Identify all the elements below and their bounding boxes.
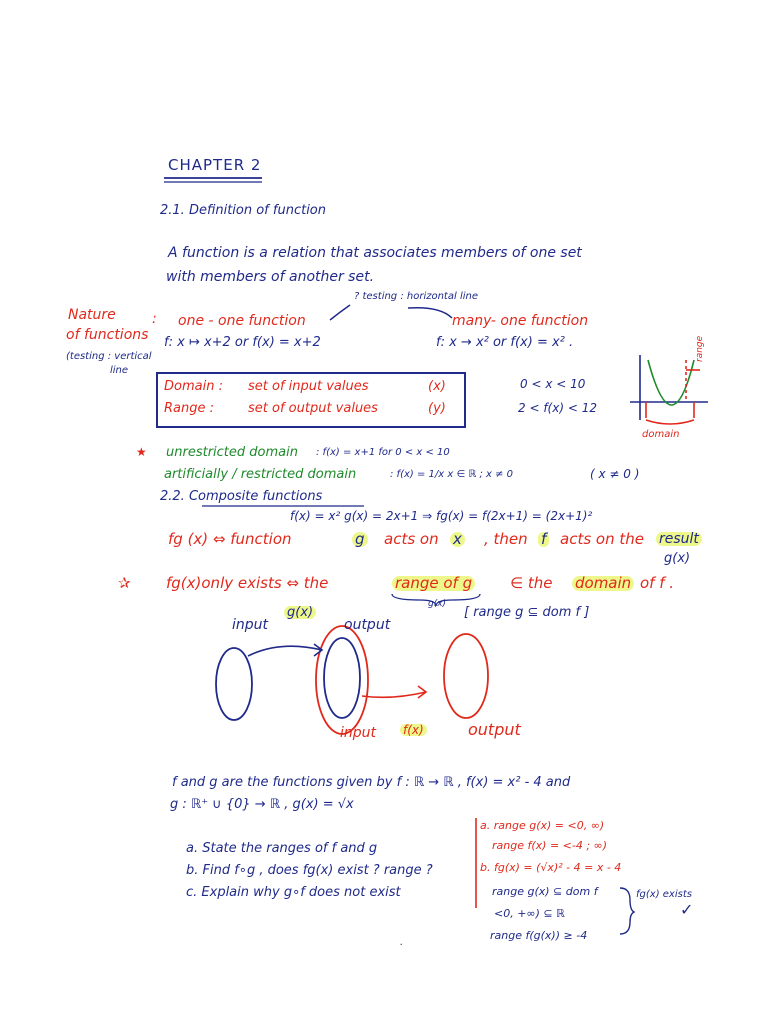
checkmark-icon: ✓ bbox=[680, 900, 694, 919]
testing-horizontal: ? testing : horizontal line bbox=[354, 291, 478, 302]
diagram-input-2: input bbox=[340, 725, 377, 741]
answer-line4: range g(x) ⊆ dom f bbox=[492, 885, 598, 898]
graph-domain-label: domain bbox=[642, 429, 680, 440]
section2-heading: 2.2. Composite functions bbox=[160, 489, 323, 504]
star-icon: ★ bbox=[136, 445, 147, 459]
domain-desc: set of input values bbox=[248, 379, 369, 394]
nature-colon: : bbox=[152, 311, 157, 327]
testing-vertical-1: (testing : vertical bbox=[66, 351, 152, 362]
composite-example: f(x) = x² g(x) = 2x+1 ⇒ fg(x) = f(2x+1) = (2x+1)² bbox=[290, 509, 593, 523]
answer-line2: range f(x) = <-4 ; ∞) bbox=[492, 839, 607, 852]
parabola-curve bbox=[648, 360, 694, 405]
fg-g: g bbox=[352, 532, 368, 547]
range-label: Range : bbox=[164, 401, 215, 416]
domain-var: (x) bbox=[428, 379, 446, 394]
answer-line5: <0, +∞) ⊆ ℝ bbox=[494, 907, 565, 920]
fg-line-c: , then bbox=[484, 530, 528, 548]
many-one-example: f: x → x² or f(x) = x² . bbox=[436, 335, 574, 350]
brace-gx: g(x) bbox=[428, 599, 447, 609]
exists-a: fg(x)only exists ⇔ the bbox=[166, 574, 329, 592]
middle-set-ellipse bbox=[324, 638, 360, 718]
fg-line-a: fg (x) ⇔ function bbox=[168, 530, 292, 548]
problem-line1: f and g are the functions given by f : ℝ → ℝ , f(x) = x² - 4 and bbox=[172, 775, 571, 790]
problem-line2: g : ℝ⁺ ∪ {0} → ℝ , g(x) = √x bbox=[170, 797, 354, 812]
x-bounds: 0 < x < 10 bbox=[520, 377, 586, 391]
answer-side-note: fg(x) exists bbox=[636, 889, 692, 900]
fg-f: f bbox=[538, 532, 549, 547]
many-one-title: many- one function bbox=[452, 313, 589, 329]
arrow-to-many-one bbox=[408, 308, 452, 318]
nature-label-1: Nature bbox=[68, 307, 116, 323]
question-a: a. State the ranges of f and g bbox=[186, 841, 378, 856]
chapter-title: CHAPTER 2 bbox=[168, 156, 262, 174]
domain-label: Domain : bbox=[164, 379, 223, 394]
answer-brace bbox=[620, 888, 634, 934]
input-set-ellipse bbox=[216, 648, 252, 720]
unrestricted-example: : f(x) = x+1 for 0 < x < 10 bbox=[316, 447, 450, 458]
fg-line-b: acts on bbox=[384, 530, 439, 548]
definition-line2: with members of another set. bbox=[166, 269, 375, 285]
restricted-example: : f(x) = 1/x x ∈ ℝ ; x ≠ 0 bbox=[390, 469, 514, 480]
diagram-output-2: output bbox=[468, 720, 521, 739]
footer-dot: . bbox=[400, 937, 404, 948]
fg-line-d: acts on the bbox=[560, 530, 644, 548]
definition-line1: A function is a relation that associates members of one set bbox=[168, 245, 582, 261]
mini-graph bbox=[630, 355, 708, 424]
one-one-title: one - one function bbox=[178, 313, 306, 329]
answer-line3: b. fg(x) = (√x)² - 4 = x - 4 bbox=[480, 861, 622, 874]
range-desc: set of output values bbox=[248, 401, 378, 416]
restricted-note: ( x ≠ 0 ) bbox=[590, 467, 640, 481]
diagram-input-1: input bbox=[232, 617, 269, 633]
exists-star-icon: ✰ bbox=[118, 574, 131, 592]
unrestricted-domain: unrestricted domain bbox=[166, 445, 298, 460]
diagram-output-1: output bbox=[344, 617, 391, 633]
section1-heading: 2.1. Definition of function bbox=[160, 203, 326, 218]
fg-gx: g(x) bbox=[664, 551, 691, 566]
fx-bounds: 2 < f(x) < 12 bbox=[518, 401, 597, 415]
question-c: c. Explain why g∘f does not exist bbox=[186, 885, 401, 900]
fg-result: result bbox=[656, 532, 702, 546]
answer-line6: range f(g(x)) ≥ -4 bbox=[490, 929, 588, 942]
range-dom-bracket: [ range g ⊆ dom f ] bbox=[464, 605, 590, 620]
one-one-example: f: x ↦ x+2 or f(x) = x+2 bbox=[164, 335, 321, 350]
exists-range: range of g bbox=[392, 576, 475, 591]
range-var: (y) bbox=[428, 401, 446, 416]
arrow-to-one-one bbox=[330, 305, 350, 320]
testing-vertical-2: line bbox=[110, 365, 129, 376]
nature-label-2: of functions bbox=[66, 327, 149, 343]
question-b: b. Find f∘g , does fg(x) exist ? range ? bbox=[186, 863, 433, 878]
output-set-ellipse bbox=[444, 634, 488, 718]
exists-b: ∈ the bbox=[510, 574, 553, 592]
diagram-fx: f(x) bbox=[400, 724, 427, 736]
graph-range-label: range bbox=[695, 335, 705, 362]
exists-c: of f . bbox=[640, 574, 675, 592]
answer-line1: a. range g(x) = <0, ∞) bbox=[480, 819, 605, 832]
fg-x: x bbox=[450, 532, 465, 547]
restricted-domain: artificially / restricted domain bbox=[164, 467, 357, 482]
diagram-gx: g(x) bbox=[284, 606, 316, 619]
exists-domain: domain bbox=[572, 576, 634, 591]
arrow-g bbox=[248, 646, 322, 656]
arrow-f bbox=[362, 692, 426, 697]
